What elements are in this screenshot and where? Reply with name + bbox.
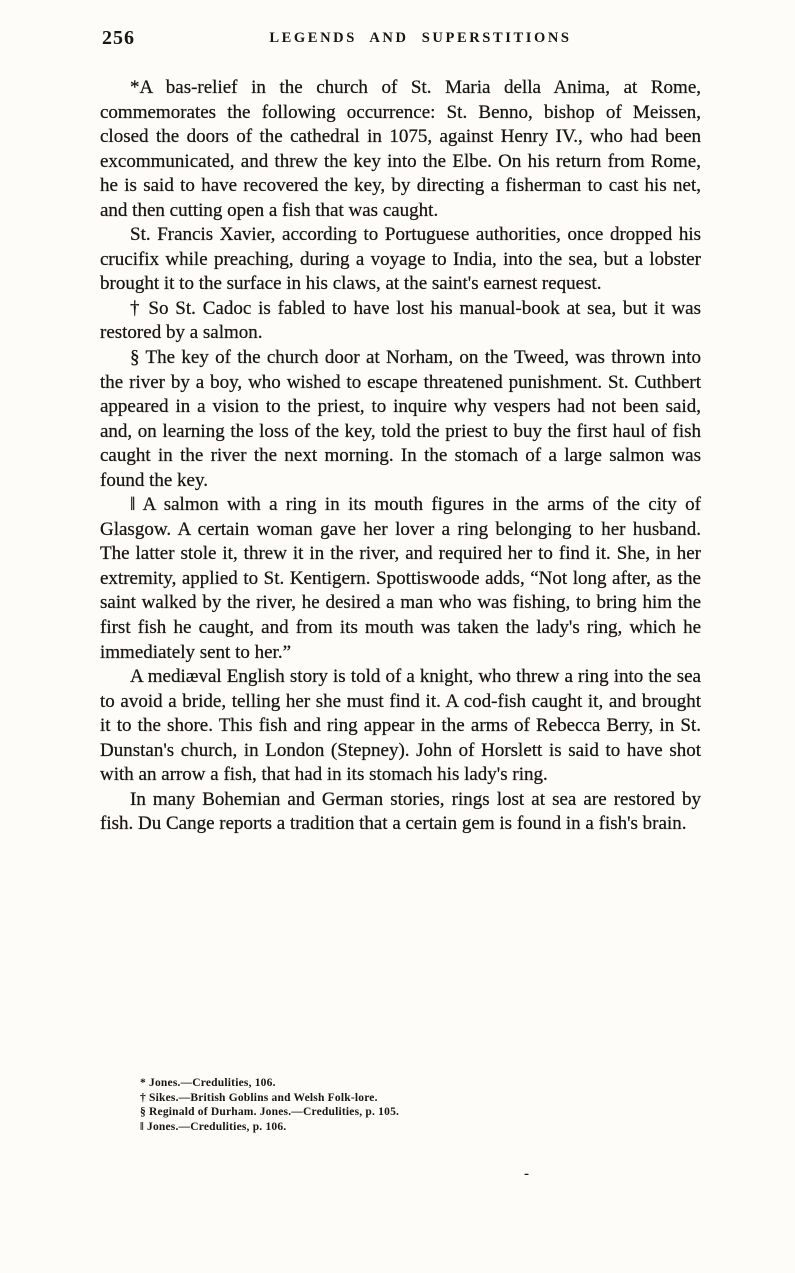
paragraph: St. Francis Xavier, according to Portuguese authorities, once dropped his crucifix while preaching, during a voyage to India, into the sea, but a lobster brought it to the surface in his claws, at the saint's earnest request. <box>100 224 701 295</box>
page-number: 256 <box>102 27 135 49</box>
page-header <box>100 27 701 54</box>
paragraph: † So St. Cadoc is fabled to have lost his manual-book at sea, but it was restored by a salmon. <box>100 297 701 344</box>
footnote: * Jones.—Credulities, 106. <box>140 1077 276 1089</box>
paragraph: § The key of the church door at Norham, on the Tweed, was thrown into the river by a boy, who wished to escape threatened punishment. St. Cuthbert appeared in a vision to the priest, to inquire why vespers had not been said, and, on learning the loss of the key, told the priest to buy the first haul of fish caught in the river the next morning. In the stomach of a large salmon was found the key. <box>100 347 701 491</box>
running-title: LEGENDS AND SUPERSTITIONS <box>269 30 572 46</box>
footnote: ‖ Jones.—Credulities, p. 106. <box>140 1120 287 1133</box>
bottom-dash-mark: - <box>524 1166 529 1182</box>
paragraph: In many Bohemian and German stories, rings lost at sea are restored by fish. Du Cange reports a tradition that a certain gem is found in a fish's brain. <box>100 788 701 835</box>
text-block <box>100 76 701 837</box>
footnote: § Reginald of Durham. Jones.—Credulities, p. 105. <box>140 1106 400 1119</box>
paragraph: ‖ A salmon with a ring in its mouth figures in the arms of the city of Glasgow. A certain woman gave her lover a ring belonging to her husband. The latter stole it, threw it in the river, and required her to find it. She, in her extremity, applied to St. Kentigern. Spottiswoode adds, “Not long after, as the saint walked by the river, he desired a man who was fishing, to bring him the first fish he caught, and from its mouth was taken the lady's ring, which he immediately sent to her.” <box>100 494 701 663</box>
paragraph: *A bas-relief in the church of St. Maria della Anima, at Rome, commemorates the following occurrence: St. Benno, bishop of Meissen, closed the doors of the cathedral in 1075, against Henry IV., who had been excommunicated, and threw the key into the Elbe. On his return from Rome, he is said to have recovered the key, by directing a fisherman to cast his net, and then cutting open a fish that was caught. <box>100 77 701 221</box>
footnote: † Sikes.—British Goblins and Welsh Folk-lore. <box>140 1091 378 1104</box>
footnotes <box>140 1076 640 1134</box>
paragraph: A mediæval English story is told of a knight, who threw a ring into the sea to avoid a bride, telling her she must find it. A cod-fish caught it, and brought it to the shore. This fish and ring appear in the arms of Rebecca Berry, in St. Dunstan's church, in London (Stepney). John of Horslett is said to have shot with an arrow a fish, that had in its stomach his lady's ring. <box>100 666 701 786</box>
